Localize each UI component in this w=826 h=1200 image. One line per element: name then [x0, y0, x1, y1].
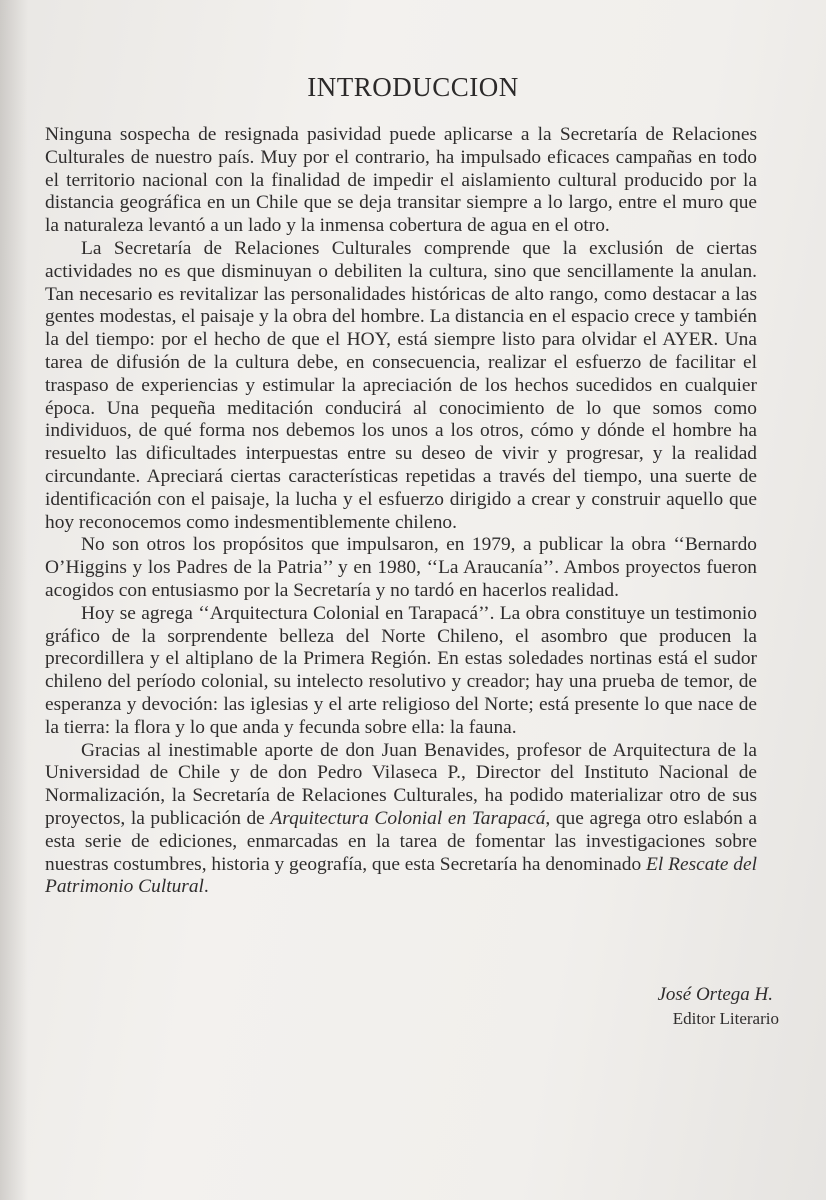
paragraph-3: No son otros los propósitos que impulsaron, en 1979, a publicar la obra ‘‘Bernardo O’Higgins y los Padres de la Patria’’ y en 1980, ‘‘La Araucanía’’. Ambos proyectos fueron acogidos con entusiasmo por la Secretaría y no tardó en hacerlos realidad. — [45, 534, 757, 601]
paragraph-2: La Secretaría de Relaciones Culturales comprende que la exclusión de ciertas actividades no es que disminuyan o debiliten la cultura, sino que sencillamente la anulan. Tan necesario es revitalizar las personalidades históricas de alto rango, como destacar a las gentes modestas, el paisaje y la obra del hombre. La distancia en el espacio crece y también la del tiempo: por el hecho de que el HOY, está siempre listo para olvidar el AYER. Una tarea de difusión de la cultura debe, en consecuencia, realizar el esfuerzo de facilitar el traspaso de experiencias y estimular la apreciación de los hechos sucedidos en cualquier época. Una pequeña meditación conducirá al conocimiento de lo que somos como individuos, de qué forma nos debemos los unos a los otros, cómo y dónde el hombre ha resuelto las dificultades interpuestas entre su deseo de vivir y progresar, y la realidad circundante. Apreciará ciertas características repetidas a través del tiempo, una suerte de identificación con el paisaje, la lucha y el esfuerzo dirigido a crear y construir aquello que hoy reconocemos como indesmentiblemente chileno. — [45, 237, 757, 533]
signature-role: Editor Literario — [672, 1009, 779, 1028]
paragraph-5 — [45, 740, 757, 900]
program-title-italic: El Rescate del Patrimonio Cultural — [45, 853, 757, 898]
paragraph-5-text-a: Gracias al inestimable aporte de don Juan Benavides, profesor de Arquitectura de la Universidad de Chile y de don Pedro Vilaseca P., Director del Instituto Nacional de Normalización, la Secretaría de Relaciones Culturales, ha podido materializar otro de sus proyectos, la publicación de — [45, 739, 757, 829]
paragraph-4: Hoy se agrega ‘‘Arquitectura Colonial en Tarapacá’’. La obra constituye un testimonio gráfico de la sorprendente belleza del Norte Chileno, el asombro que producen la precordillera y el altiplano de la Primera Región. En estas soledades nortinas está el sudor chileno del período colonial, su intelecto resolutivo y creador; hay una prueba de temor, de esperanza y devoción: las iglesias y el arte religioso del Norte; está presente lo que nace de la tierra: la flora y lo que anda y fecunda sobre ella: la fauna. — [45, 602, 757, 738]
introduction-body — [45, 124, 757, 899]
page-title: INTRODUCCION — [307, 72, 519, 102]
signature-name: José Ortega H. — [657, 984, 773, 1005]
page-gutter-shadow — [0, 0, 28, 1200]
paragraph-5-text-c: . — [203, 876, 209, 898]
book-title-italic: Arquitectura Colonial en Tarapacá — [270, 807, 546, 829]
paragraph-1: Ninguna sospecha de resignada pasividad puede aplicarse a la Secretaría de Relaciones Culturales de nuestro país. Muy por el contrario, ha impulsado eficaces campañas en todo el territorio nacional con la finalidad de impedir el aislamiento cultural producido por la distancia geográfica en un Chile que se deja transitar siempre a lo largo, entre el muro que la naturaleza levantó a un lado y la inmensa cobertura de agua en el otro. — [45, 124, 757, 237]
paragraph-5-text-b: , que agrega otro eslabón a esta serie de ediciones, enmarcadas en la tarea de fomentar las investigaciones sobre nuestras costumbres, historia y geografía, que esta Secretaría ha denominado — [45, 807, 758, 875]
signature-block — [657, 983, 779, 1031]
